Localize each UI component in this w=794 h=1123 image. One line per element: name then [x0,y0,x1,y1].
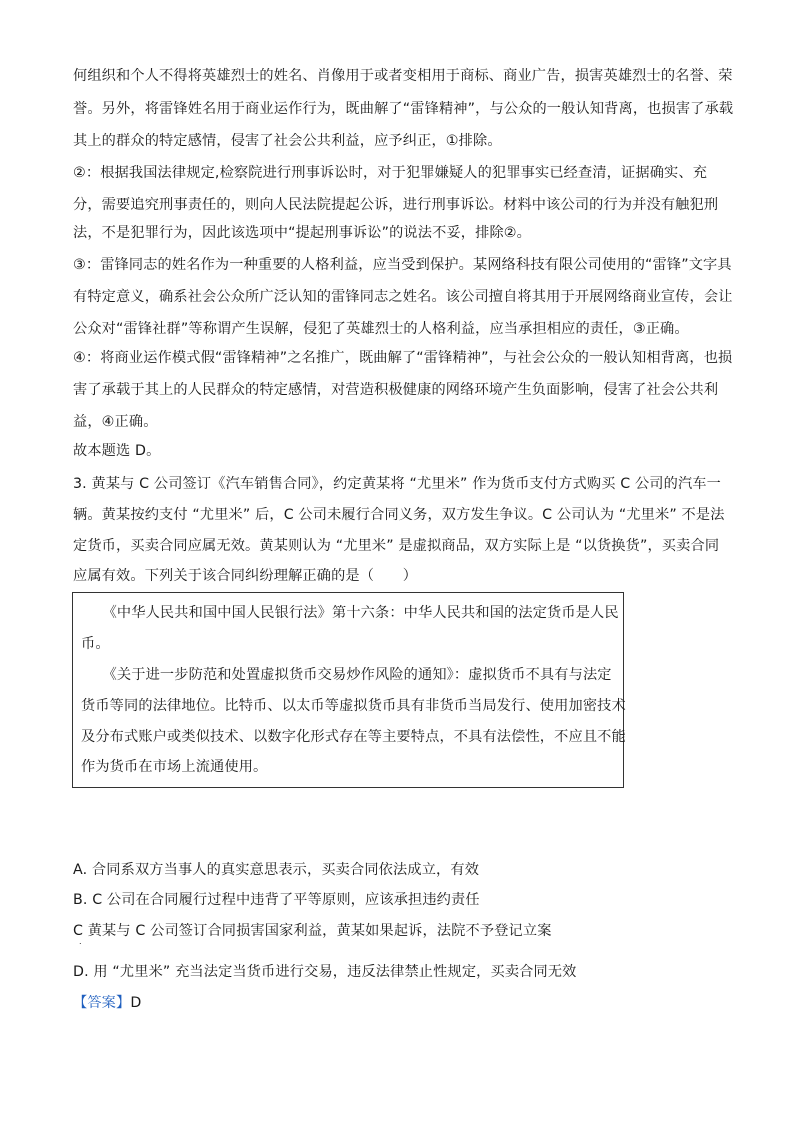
material-line: 作为货币在市场上流通使用。 [81,759,268,775]
explanation-line: 誉。另外，将雷锋姓名用于商业运作行为，既曲解了“雷锋精神”，与公众的一般认知背离，也损害了承载 [73,101,734,117]
explanation-line: 分，需要追究刑事责任的，则向人民法院提起公诉，进行刑事诉讼。材料中该公司的行为并没有触犯刑 [73,197,719,213]
explanation-line: 益，④正确。 [73,414,158,430]
material-line: 币。 [81,636,110,652]
explanation-line: ④：将商业运作模式假“雷锋精神”之名推广，既曲解了“雷锋精神”，与社会公众的一般认知相背离，也损 [73,350,733,366]
material-line: 货币等同的法律地位。比特币、以太币等虚拟货币具有非货币当局发行、使用加密技术 [81,698,626,714]
material-line: 《关于进一步防范和处置虚拟货币交易炒作风险的通知》：虚拟货币不具有与法定 [81,667,612,683]
question-stem-line: 辆。黄某按约支付 “尤里米” 后，C 公司未履行合同义务，双方发生争议。C 公司认为 “尤里米” 不是法 [73,507,725,523]
question-stem-line: 3. 黄某与 C 公司签订《汽车销售合同》，约定黄某将 “尤里米” 作为货币支付方式购买 C 公司的汽车一 [73,476,721,492]
material-box [72,592,624,788]
explanation-line: ③：雷锋同志的姓名作为一种重要的人格利益，应当受到保护。某网络科技有限公司使用的“雷锋”文字具 [73,257,732,273]
explanation-line: 有特定意义，确系社会公众所广泛认知的雷锋同志之姓名。该公司擅自将其用于开展网络商业宣传，会让 [73,289,733,305]
explanation-line: 公众对“雷锋社群”等称谓产生误解，侵犯了英雄烈士的人格利益，应当承担相应的责任，③正确。 [73,321,689,337]
answer-label: 【答案】 [73,995,131,1011]
option-c-dot: . [79,937,82,946]
question-stem-line: 应属有效。下列关于该合同纠纷理解正确的是（ ） [73,568,418,584]
answer-value: D [130,995,142,1011]
answer-line [73,993,141,1013]
question-stem-line: 定货币，买卖合同应属无效。黄某则认为 “尤里米” 是虚拟商品，双方实际上是 “以货换货”，买卖合同 [73,538,720,554]
material-line: 《中华人民共和国中国人民银行法》第十六条：中华人民共和国的法定货币是人民 [81,605,619,621]
option-a: A. 合同系双方当事人的真实意思表示，买卖合同依法成立，有效 [73,862,480,878]
option-d: D. 用 “尤里米” 充当法定当货币进行交易，违反法律禁止性规定，买卖合同无效 [73,964,577,980]
explanation-conclusion: 故本题选 D。 [73,443,161,459]
explanation-line: 害了承载于其上的人民群众的特定感情，对营造积极健康的网络环境产生负面影响，侵害了社会公共利 [73,382,719,398]
option-b: B. C 公司在合同履行过程中违背了平等原则，应该承担违约责任 [73,892,480,908]
explanation-line: 其上的群众的特定感情，侵害了社会公共利益，应予纠正，①排除。 [73,133,502,149]
explanation-line: ②：根据我国法律规定,检察院进行刑事诉讼时，对于犯罪嫌疑人的犯罪事实已经查清，证据确实、充 [73,165,708,181]
explanation-line: 何组织和个人不得将英雄烈士的姓名、肖像用于或者变相用于商标、商业广告，损害英雄烈士的名誉、荣 [73,68,733,84]
option-c: C 黄某与 C 公司签订合同损害国家利益，黄某如果起诉，法院不予登记立案 [73,923,552,939]
explanation-line: 法，不是犯罪行为，因此该选项中“提起刑事诉讼”的说法不妥，排除②。 [73,225,531,241]
material-line: 及分布式账户或类似技术、以数字化形式存在等主要特点，不具有法偿性，不应且不能 [81,729,626,745]
